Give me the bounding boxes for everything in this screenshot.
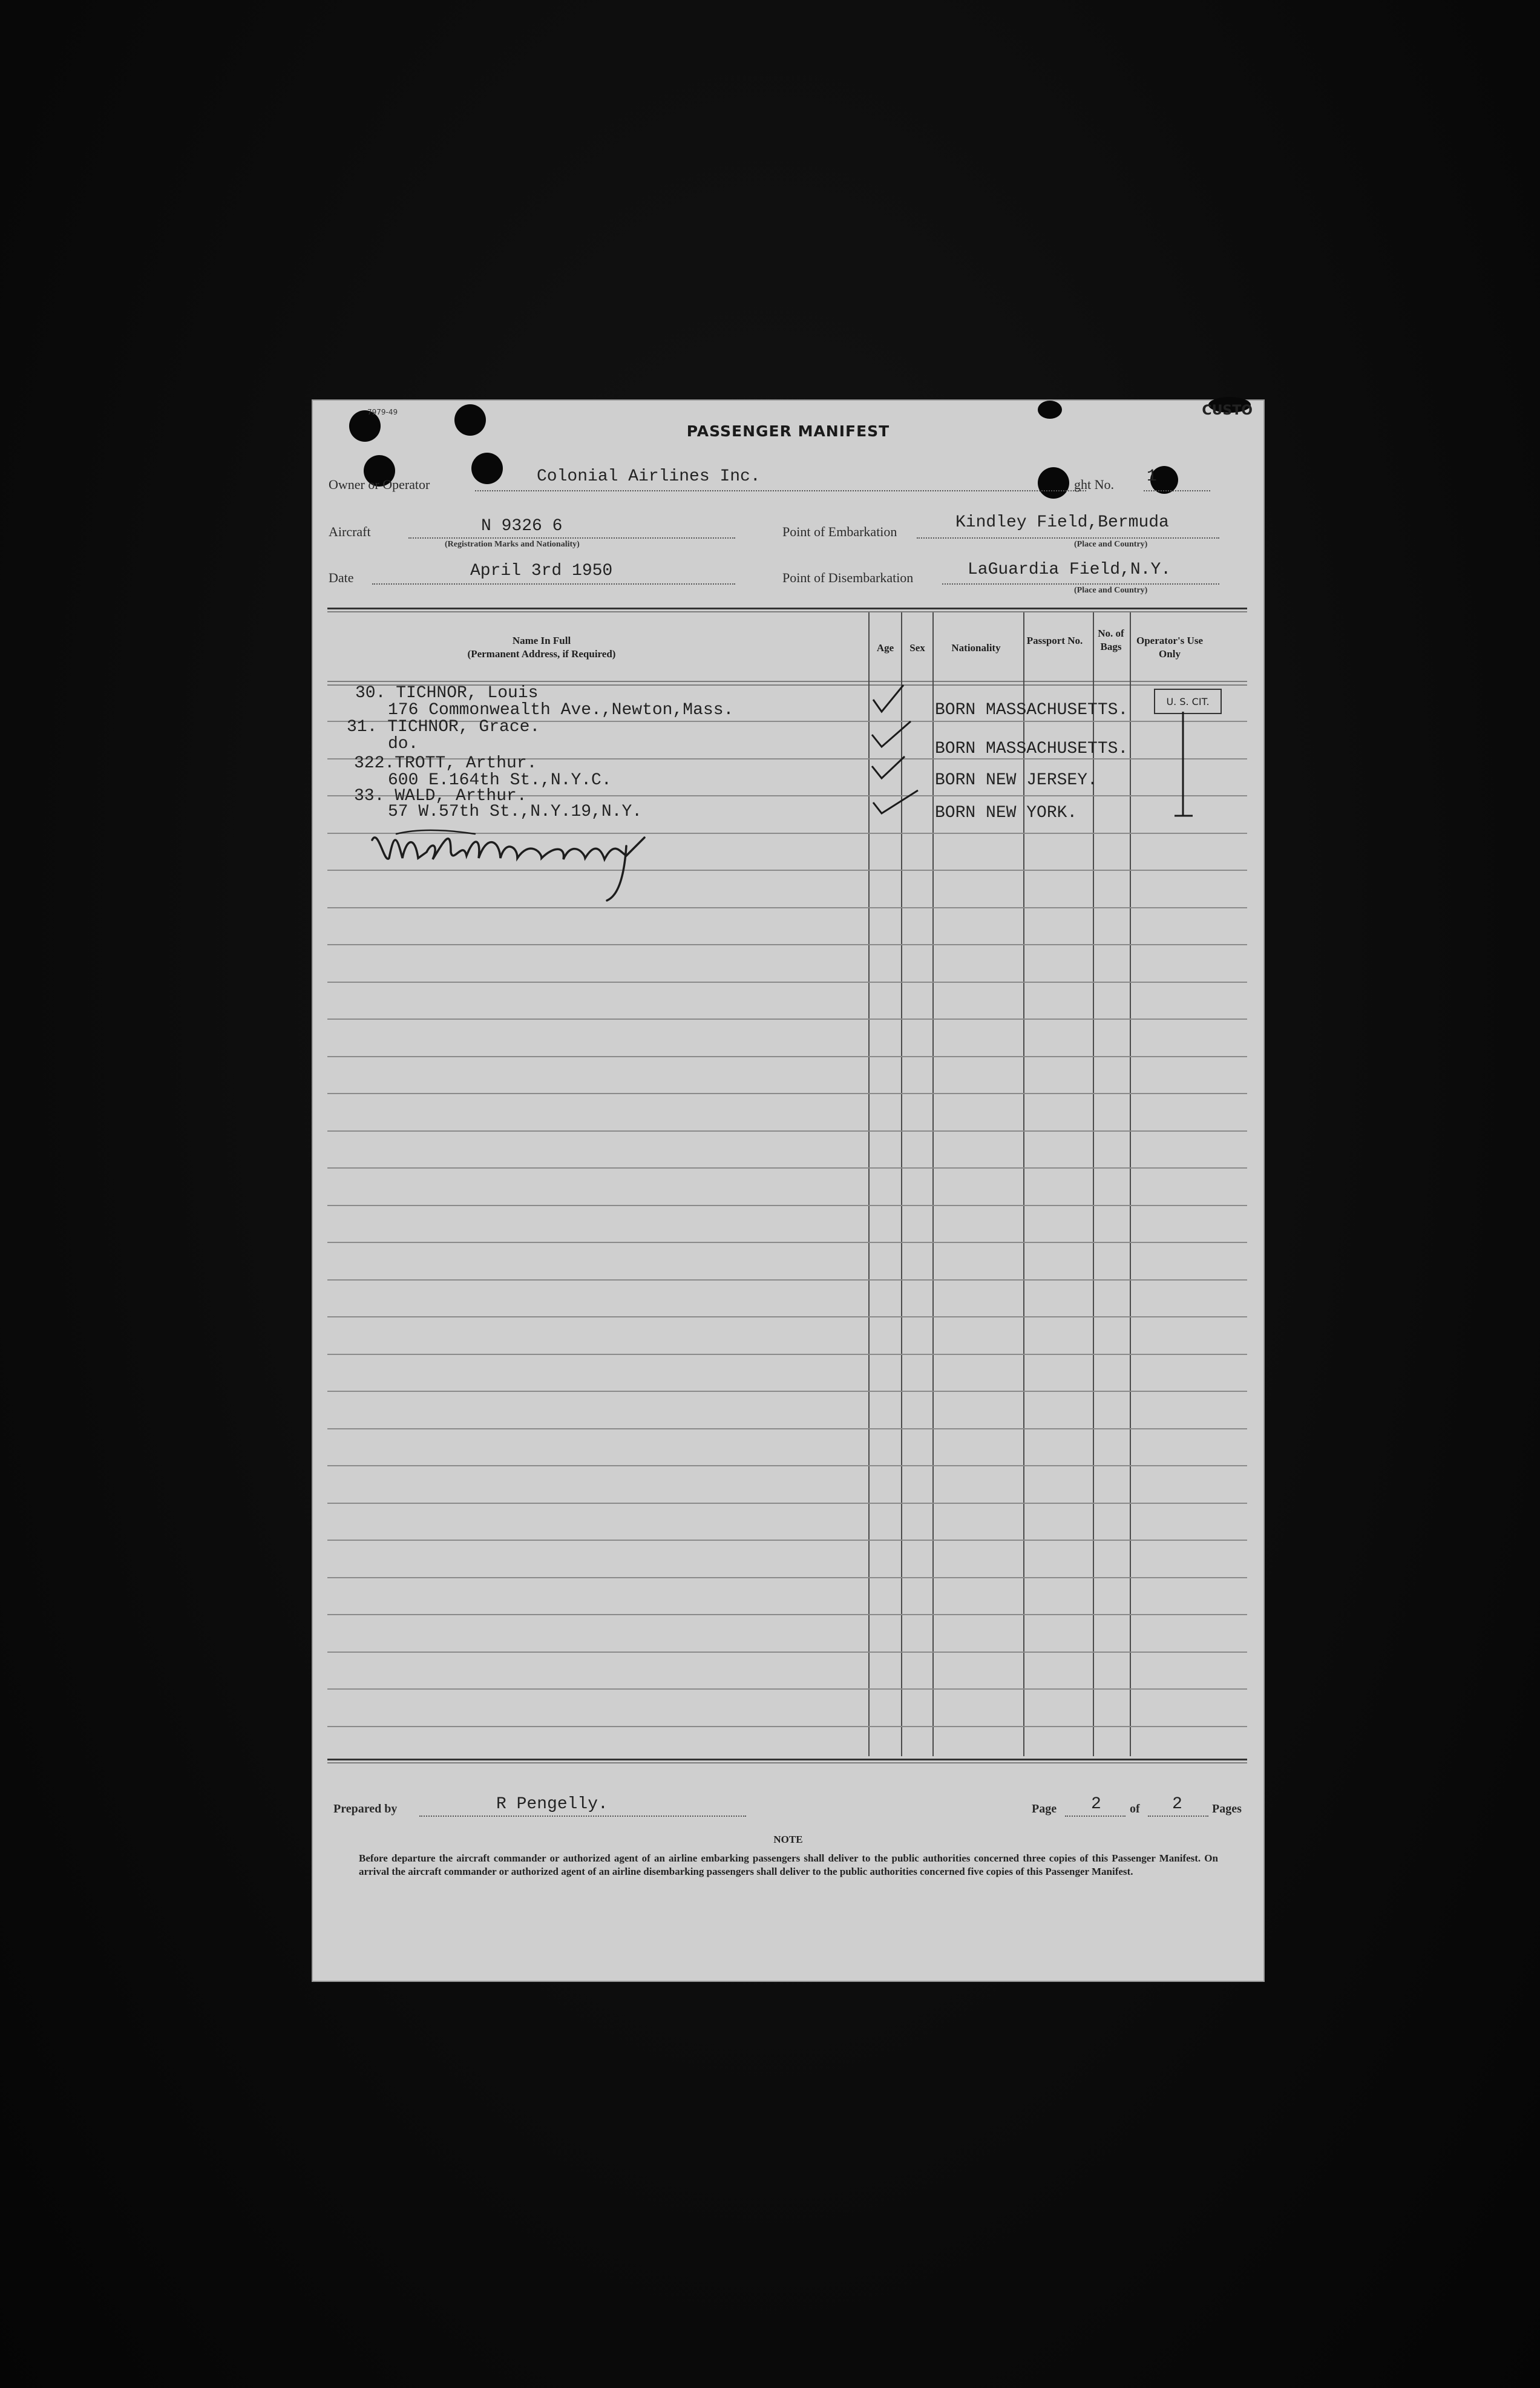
page-title: PASSENGER MANIFEST [686,422,890,440]
ruled-line [327,1130,1247,1132]
embarkation-label: Point of Embarkation [782,524,897,539]
note-title: NOTE [773,1834,803,1845]
col-header-age: Age [876,642,894,654]
punch-hole [1038,401,1062,419]
checkmark-icon [873,790,918,813]
col-header-nationality: Nationality [951,642,1001,654]
owner-label: Owner or Operator [329,477,430,492]
manifest-document [312,399,1265,1982]
passenger-33-line1: 33. WALD, Arthur. [354,787,527,805]
embarkation-value: Kindley Field,Bermuda [955,513,1169,532]
flight-value: 1 [1147,467,1157,486]
date-value: April 3rd 1950 [470,562,613,580]
passenger-31-nationality: BORN MASSACHUSETTS. [935,740,1129,758]
disembarkation-line [942,583,1219,585]
page-label: Page [1032,1802,1057,1816]
ruled-line [327,1056,1247,1057]
of-label: of [1130,1802,1140,1816]
ruled-line [327,1652,1247,1653]
ruled-line [327,1093,1247,1094]
aircraft-sub: (Registration Marks and Nationality) [445,540,580,549]
date-label: Date [329,570,354,585]
aircraft-line [408,537,735,539]
ruled-line [327,1167,1247,1169]
ruled-line [327,1540,1247,1541]
table-top-rule [327,608,1247,609]
us-citizen-stamp: U. S. CIT. [1154,689,1222,714]
date-line [372,583,735,585]
punch-hole [471,453,503,484]
pages-label: Pages [1212,1802,1242,1816]
ruled-line [327,1354,1247,1355]
passenger-30-line2: 176 Commonwealth Ave.,Newton,Mass. [388,701,734,720]
passenger-30-line1: 30. TICHNOR, Louis [355,684,539,703]
ruled-line [327,1688,1247,1690]
prepared-value: R Pengelly. [496,1795,608,1814]
ruled-line [327,1577,1247,1578]
ruled-line [327,1205,1247,1206]
passenger-32-line2: 600 E.164th St.,N.Y.C. [388,771,612,790]
ruled-line [327,1614,1247,1615]
col-header-passport: Passport No. [1026,635,1083,646]
passenger-31-line1: 31. TICHNOR, Grace. [347,718,540,736]
punch-hole [1038,467,1069,499]
ruled-line [327,1279,1247,1281]
ruled-line [327,1391,1247,1392]
col-header-name-sub: (Permanent Address, if Required) [467,648,616,660]
note-text: Before departure the aircraft commander or authorized agent of an airline embarking passengers shall deliver to the public authorities concerned three copies of this Passenger Manifest. On arrival the aircraft commander or authorized agent of an airline disembarking passengers shall deliver to the public authorities concerned five copies of this Passenger Manifest. [359,1852,1218,1877]
ruled-line [327,1465,1247,1466]
disembarkation-sub: (Place and Country) [1074,586,1148,595]
disembarkation-value: LaGuardia Field,N.Y. [968,560,1171,579]
checkmark-icon [872,721,911,747]
passenger-33-line2: 57 W.57th St.,N.Y.19,N.Y. [388,802,643,821]
passenger-31-line2: do. [388,735,419,753]
embarkation-sub: (Place and Country) [1074,540,1148,549]
ruled-line [327,1726,1247,1727]
flight-label: ght No. [1074,477,1114,492]
page-number: 2 [1091,1795,1101,1814]
embarkation-line [917,537,1219,539]
flight-line [1144,490,1210,491]
col-header-name [433,634,650,661]
col-header-sex: Sex [909,642,925,654]
disembarkation-label: Point of Disembarkation [782,570,914,585]
passenger-30-nationality: BORN MASSACHUSETTS. [935,701,1129,720]
col-header-bags: No. of Bags [1098,628,1124,652]
page-line [1065,1816,1126,1817]
owner-line [475,490,1086,491]
col-header-name-label: Name In Full [512,635,571,646]
table-bottom-rule [327,1759,1247,1760]
total-line [1148,1816,1208,1817]
owner-value: Colonial Airlines Inc. [537,467,761,486]
table-bottom-rule-2 [327,1762,1247,1763]
ruled-line [327,1316,1247,1317]
ruled-line [327,982,1247,983]
checkmark-icon [872,756,905,778]
ruled-line [327,944,1247,945]
ruled-line [327,1428,1247,1429]
header-bottom-rule [327,681,1247,682]
ruled-line [327,1242,1247,1243]
passenger-33-nationality: BORN NEW YORK. [935,804,1078,822]
citizen-bracket [1171,712,1195,821]
ruled-line [327,1503,1247,1504]
customs-label: CUSTO [1202,403,1253,418]
aircraft-value: N 9326 6 [481,517,563,536]
col-divider-operator [1130,612,1131,1756]
ruled-line [327,1019,1247,1020]
passenger-32-nationality: BORN NEW JERSEY. [935,771,1098,790]
total-pages: 2 [1172,1795,1182,1814]
aircraft-label: Aircraft [329,524,371,539]
age-checkmarks [868,684,935,829]
table-top-rule-2 [327,611,1247,612]
col-header-operator: Operator's Use Only [1136,635,1203,660]
checkmark-icon [873,685,903,712]
handwritten-signature [360,816,675,925]
prepared-label: Prepared by [333,1802,398,1816]
form-number: 7979-49 [367,408,398,416]
passenger-32-line1: 322.TROTT, Arthur. [354,754,537,773]
prepared-line [419,1816,746,1817]
